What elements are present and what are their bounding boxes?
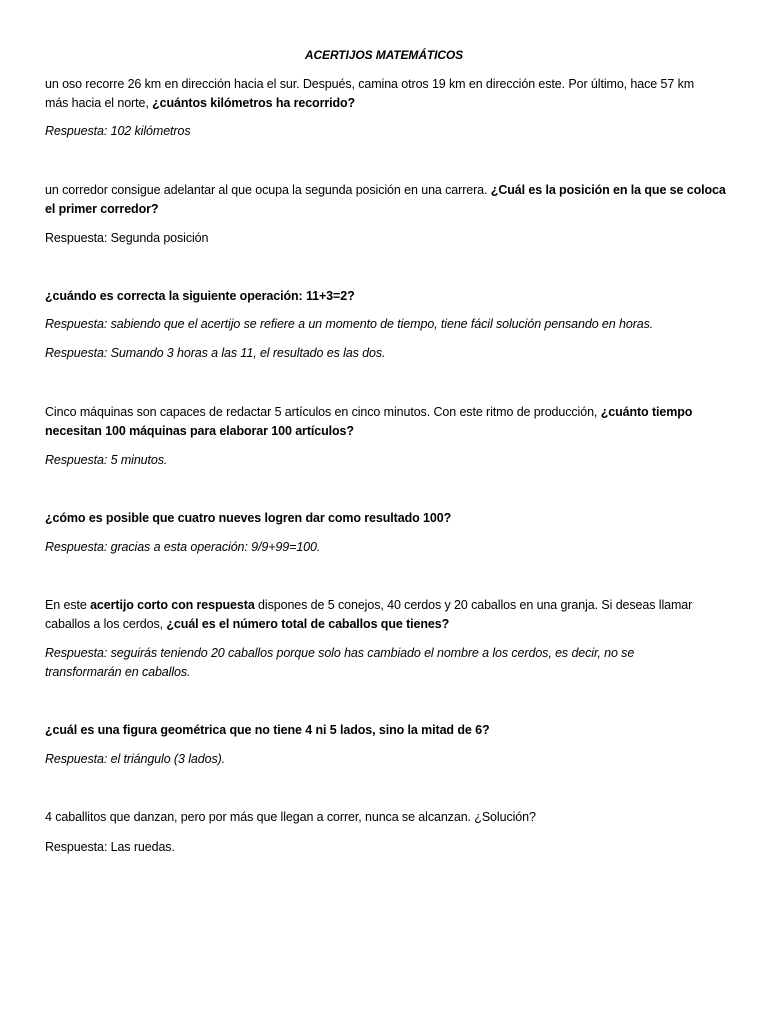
riddle-2-question-part-1: ¿Cuál es la posición en la que se coloca xyxy=(490,183,726,197)
riddle-7-question: ¿cuál es una figura geométrica que no tiene 4 ni 5 lados, sino la mitad de 6? xyxy=(45,723,490,737)
riddle-3-question: ¿cuándo es correcta la siguiente operación: 11+3=2? xyxy=(45,289,355,303)
riddle-6-text-b: dispones de 5 conejos, 40 cerdos y 20 caballos en una granja. Si deseas llamar xyxy=(254,598,693,612)
riddle-1-line-1: un oso recorre 26 km en dirección hacia el sur. Después, camina otros 19 km en dirección este. Por último, hace 57 km xyxy=(45,77,695,91)
riddle-6-answer-line-1: Respuesta: seguirás teniendo 20 caballos porque solo has cambiado el nombre a los cerdos, es decir, no se xyxy=(45,646,635,660)
riddle-2-answer: Respuesta: Segunda posición xyxy=(45,231,209,245)
riddle-1-answer: Respuesta: 102 kilómetros xyxy=(45,124,191,138)
riddle-6-emphasis: acertijo corto con respuesta xyxy=(90,598,255,612)
riddle-4-text: Cinco máquinas son capaces de redactar 5 artículos en cinco minutos. Con este ritmo de producción, xyxy=(45,405,601,419)
document-title: ACERTIJOS MATEMÁTICOS xyxy=(304,48,464,62)
riddle-6-question: ¿cuál es el número total de caballos que tienes? xyxy=(166,617,450,631)
riddle-4-question-part-2: necesitan 100 máquinas para elaborar 100 artículos? xyxy=(45,424,354,438)
riddle-6-line-1 xyxy=(45,596,735,615)
riddle-6-answer-line-2: transformarán en caballos. xyxy=(45,665,191,679)
riddle-8-answer: Respuesta: Las ruedas. xyxy=(45,840,175,854)
riddle-4-question-part-1: ¿cuánto tiempo xyxy=(600,405,693,419)
riddle-3-answer-2: Respuesta: Sumando 3 horas a las 11, el resultado es las dos. xyxy=(45,346,386,360)
riddle-5-question: ¿cómo es posible que cuatro nueves logren dar como resultado 100? xyxy=(45,511,452,525)
riddle-6-line-2 xyxy=(45,615,735,634)
riddle-1-line-2 xyxy=(45,94,735,113)
riddle-4-answer: Respuesta: 5 minutos. xyxy=(45,453,168,467)
riddle-2-line-1 xyxy=(45,181,735,200)
riddle-2-question-part-2: el primer corredor? xyxy=(45,202,159,216)
riddle-7-answer: Respuesta: el triángulo (3 lados). xyxy=(45,752,226,766)
riddle-4-line-1 xyxy=(45,403,735,422)
riddle-6-text-c: caballos a los cerdos, xyxy=(45,617,167,631)
riddle-6-text-a: En este xyxy=(45,598,91,612)
riddle-2-text: un corredor consigue adelantar al que ocupa la segunda posición en una carrera. xyxy=(45,183,491,197)
riddle-1-question: ¿cuántos kilómetros ha recorrido? xyxy=(152,96,356,110)
riddle-5-answer: Respuesta: gracias a esta operación: 9/9+99=100. xyxy=(45,540,321,554)
riddle-1-text: más hacia el norte, xyxy=(45,96,153,110)
riddle-8-question: 4 caballitos que danzan, pero por más que llegan a correr, nunca se alcanzan. ¿Solución? xyxy=(45,810,536,824)
riddle-3-answer-1: Respuesta: sabiendo que el acertijo se refiere a un momento de tiempo, tiene fácil solución pensando en horas. xyxy=(45,317,654,331)
